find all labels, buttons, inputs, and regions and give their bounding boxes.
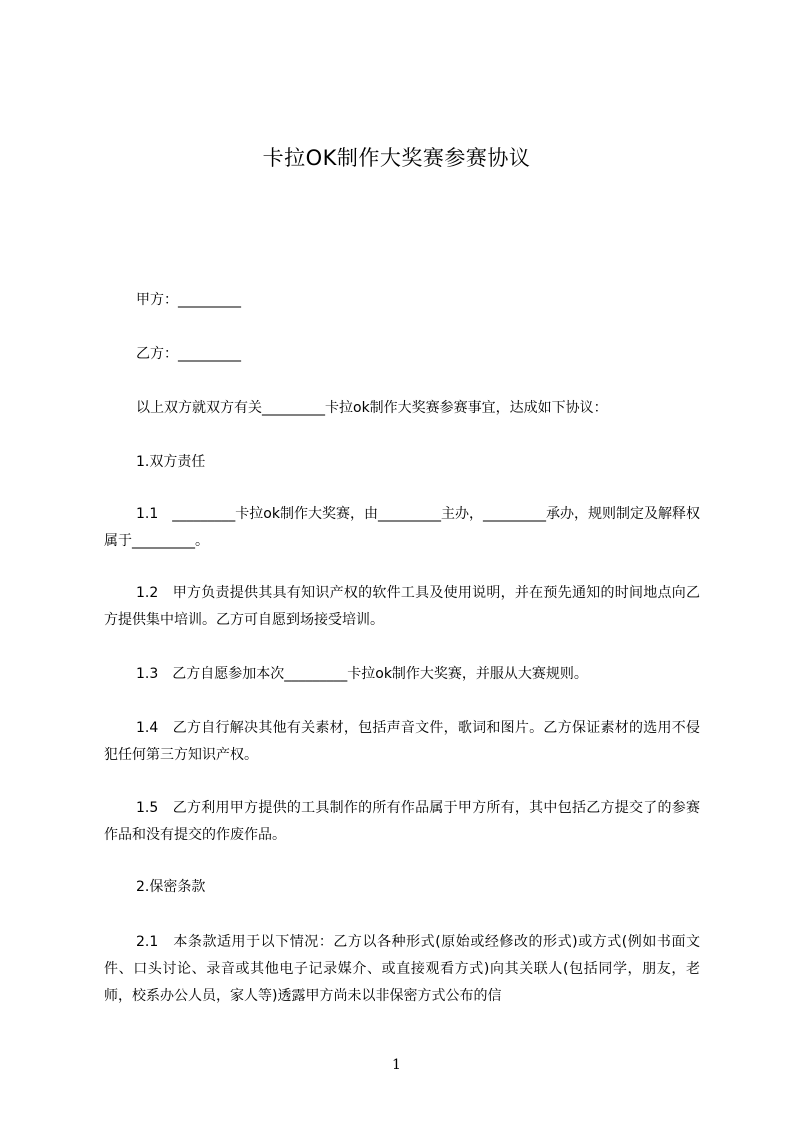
party-b-line: 乙方：_________ xyxy=(136,346,241,362)
section-heading-2: 2.保密条款 xyxy=(136,879,206,895)
clause-1-4: 1.4 乙方自行解决其他有关素材，包括声音文件，歌词和图片。乙方保证素材的选用不侵犯任何第三方知识产权。 xyxy=(104,720,700,763)
document-title: 卡拉OK制作大奖赛参赛协议 xyxy=(262,146,531,170)
clause-1-1: 1.1 _________卡拉ok制作大奖赛，由_________主办，_________承办，规则制定及解释权属于_________。 xyxy=(104,506,700,549)
section-heading-1: 1.双方责任 xyxy=(136,454,206,470)
clause-1-3: 1.3 乙方自愿参加本次_________卡拉ok制作大奖赛，并服从大赛规则。 xyxy=(136,666,588,682)
clause-1-2: 1.2 甲方负责提供其具有知识产权的软件工具及使用说明，并在预先通知的时间地点向乙方提供集中培训。乙方可自愿到场接受培训。 xyxy=(104,585,700,628)
intro-paragraph: 以上双方就双方有关_________卡拉ok制作大奖赛参赛事宜，达成如下协议： xyxy=(136,400,608,416)
party-a-line: 甲方：_________ xyxy=(136,292,241,308)
page-number: 1 xyxy=(392,1057,401,1073)
clause-2-1: 2.1 本条款适用于以下情况：乙方以各种形式(原始或经修改的形式)或方式(例如书面文件、口头讨论、录音或其他电子记录媒介、或直接观看方式)向其关联人(包括同学，朋友，老师，校系办公人员，家人等)透露甲方尚未以非保密方式公布的信 xyxy=(104,934,700,1004)
clause-1-5: 1.5 乙方利用甲方提供的工具制作的所有作品属于甲方所有，其中包括乙方提交了的参赛作品和没有提交的作废作品。 xyxy=(104,800,700,843)
